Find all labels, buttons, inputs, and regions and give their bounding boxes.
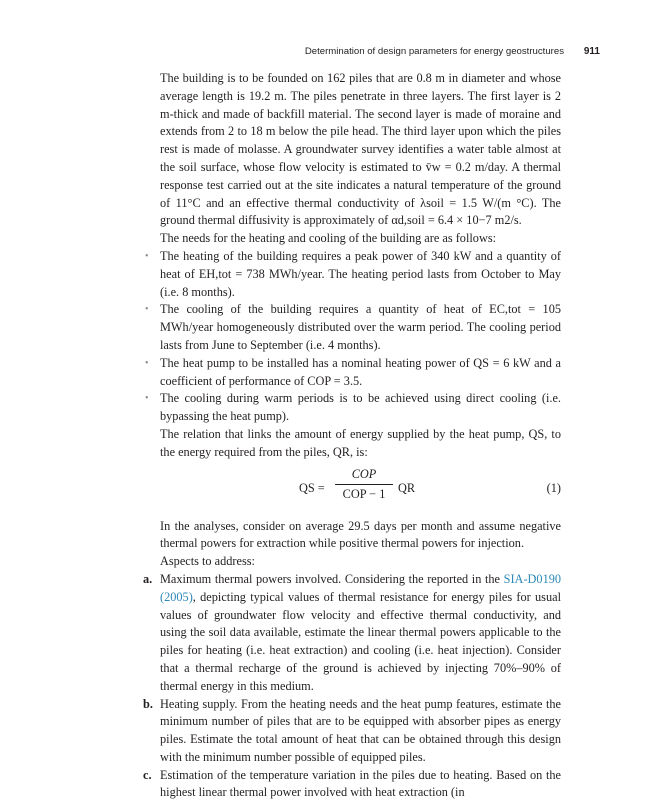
- bullet-heating: [145, 248, 561, 301]
- list-item-b-text: Heating supply. From the heating needs and the heat pump features, estimate the minimum number of piles that are to be equipped with absorber pipes as energy piles. Estimate the total amount of heat that can be obtained through this design with the minimum number possible of equipped piles.: [160, 696, 561, 764]
- sia-reference-link[interactable]: SIA-D0190 (2005): [160, 571, 562, 604]
- list-item-a-text: [160, 571, 561, 696]
- bullet-heat-pump-text: The heat pump to be installed has a nominal heating power of QS = 6 kW and a coefficient of performance of COP = 3.5.: [160, 355, 561, 388]
- item-a-lead: Maximum thermal powers involved. Considering the reported in the: [160, 571, 500, 586]
- paragraph-relation: The relation that links the amount of energy supplied by the heat pump, QS, to the energy required from the piles, QR, is:: [160, 426, 561, 459]
- bullet-direct-cooling: [145, 390, 561, 426]
- list-item-c: [143, 767, 561, 802]
- bullet-heating-text: The heating of the building requires a peak power of 340 kW and a quantity of heat of EH,tot = 738 MWh/year. The heating period lasts from October to May (i.e. 8 months).: [160, 248, 561, 299]
- list-label-c: c.: [143, 767, 152, 782]
- bullet-heat-pump: [145, 355, 561, 391]
- equation-lhs: QS =: [299, 480, 325, 495]
- bullet-icon: •: [145, 393, 149, 405]
- equation-number: (1): [546, 480, 561, 495]
- paragraph-assumptions: In the analyses, consider on average 29.5 days per month and assume negative thermal powers for extraction while positive thermal powers for injection.: [160, 518, 561, 551]
- running-header: [0, 46, 648, 62]
- bullet-icon: •: [145, 250, 149, 262]
- page-body: [143, 70, 562, 802]
- equation-numerator: COP: [351, 466, 377, 481]
- bullet-cooling: [145, 301, 561, 354]
- list-item-b: [143, 696, 561, 767]
- bullet-direct-cooling-text: The cooling during warm periods is to be achieved using direct cooling (i.e. bypassing the heat pump).: [160, 391, 561, 424]
- list-label-b: b.: [143, 696, 153, 711]
- paragraph-needs-intro: The needs for the heating and cooling of the building are as follows:: [160, 231, 497, 246]
- bullet-icon: •: [145, 357, 149, 369]
- fraction-bar: [335, 484, 393, 485]
- list-label-a: a.: [143, 571, 153, 586]
- equation-1: [160, 466, 561, 512]
- paragraph-aspects: Aspects to address:: [160, 554, 255, 569]
- item-a-rest: , depicting typical values of thermal resistance for energy piles for usual values of groundwater flow velocity and effective thermal conductivity, and using the soil data available, estimate the linear thermal powers applicable to the piles for heating (i.e. heat extraction) and cooling (i.e. heat injection). Consider that a thermal recharge of the ground is achieved by injecting 70%–90% of thermal energy in this medium.: [160, 589, 561, 693]
- equation-rhs: QR: [398, 480, 416, 495]
- paragraph-foundation: The building is to be founded on 162 piles that are 0.8 m in diameter and whose average length is 19.2 m. The piles penetrate in three layers. The first layer is 2 m-thick and made of backfill material. The second layer is made of moraine and extends from 2 to 18 m below the pile head. The third layer upon which the piles rest is made of molasse. A groundwater survey identifies a water table almost at the soil surface, whose flow velocity is estimated to v̄w = 0.2 m/day. A thermal response test carried out at the site indicates a natural temperature of the ground of 11°C and an effective thermal conductivity of λsoil = 1.5 W/(m °C). The ground thermal diffusivity is approximately of αd,soil = 6.4 × 10−7 m2/s.: [160, 71, 561, 228]
- running-title: Determination of design parameters for energy geostructures: [304, 46, 564, 57]
- equation-denominator: COP − 1: [342, 487, 386, 502]
- list-item-c-text: Estimation of the temperature variation in the piles due to heating. Based on the highest linear thermal power involved with heat extraction (in: [160, 767, 561, 800]
- equation-fraction: [335, 466, 393, 505]
- bullet-cooling-text: The cooling of the building requires a quantity of heat of EC,tot = 105 MWh/year homogeneously distributed over the warm period. The cooling period lasts from June to September (i.e. 4 months).: [160, 302, 561, 352]
- list-item-a: [143, 571, 562, 696]
- bullet-icon: •: [145, 304, 149, 316]
- page-number: 911: [583, 46, 600, 57]
